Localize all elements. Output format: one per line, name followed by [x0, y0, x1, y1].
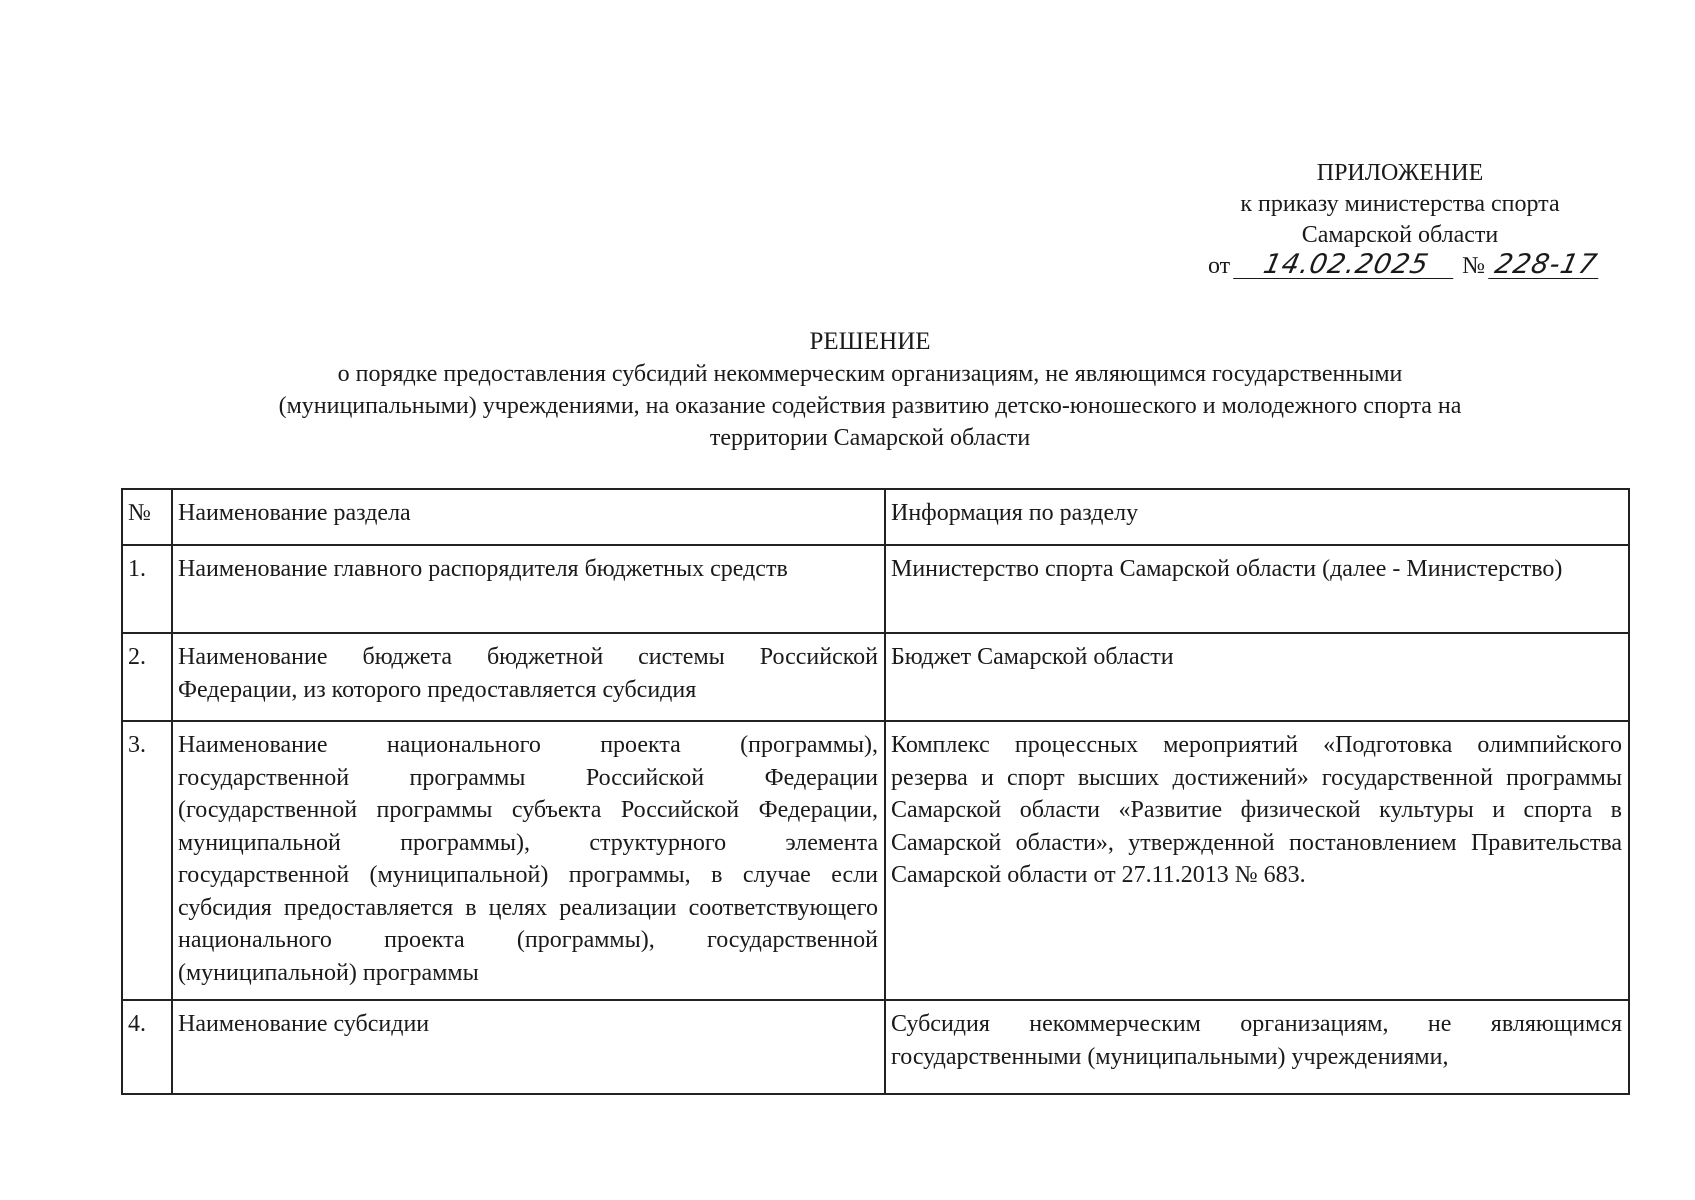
row-name: Наименование национального проекта (программы), государственной программы Российской Федерации (государственной программы субъекта Российской Федерации, муниципальной программы), структурного элемента государственной (муниципальной) программы, в случае если субсидия предоставляется в целях реализации соответствующего национального проекта (программы), государственной (муниципальной) программы	[172, 721, 885, 1000]
row-info: Бюджет Самарской области	[885, 633, 1629, 721]
appendix-date-number-line	[1180, 251, 1620, 282]
table-row	[122, 721, 1629, 1000]
row-num: 1.	[122, 545, 172, 633]
decision-subtitle-line-3: территории Самарской области	[709, 425, 1031, 451]
appendix-block	[1180, 158, 1620, 282]
decision-heading	[130, 326, 1610, 454]
decision-subtitle-line-1: о порядке предоставления субсидий некоммерческим организациям, не являющимся государственными	[337, 361, 1403, 387]
number-sign: №	[1462, 253, 1486, 279]
table-row	[122, 633, 1629, 721]
header-name: Наименование раздела	[172, 489, 885, 545]
row-name: Наименование субсидии	[172, 1000, 885, 1094]
row-num: 2.	[122, 633, 172, 721]
from-label: от	[1208, 253, 1231, 279]
sections-table	[121, 488, 1630, 1095]
appendix-region: Самарской области	[1301, 222, 1499, 248]
handwritten-number: 228-17	[1488, 252, 1604, 279]
decision-title: РЕШЕНИЕ	[809, 328, 931, 355]
header-info: Информация по разделу	[885, 489, 1629, 545]
decision-subtitle-line-2: (муниципальными) учреждениями, на оказание содействия развитию детско-юношеского и молодежного спорта на	[278, 393, 1462, 419]
table-row	[122, 1000, 1629, 1094]
handwritten-date: 14.02.2025	[1233, 252, 1459, 279]
table-row	[122, 545, 1629, 633]
row-num: 4.	[122, 1000, 172, 1094]
header-num: №	[122, 489, 172, 545]
row-info: Министерство спорта Самарской области (далее - Министерство)	[885, 545, 1629, 633]
appendix-order-ref: к приказу министерства спорта	[1240, 191, 1560, 217]
table-header-row	[122, 489, 1629, 545]
appendix-title: ПРИЛОЖЕНИЕ	[1316, 160, 1484, 186]
row-name: Наименование главного распорядителя бюджетных средств	[172, 545, 885, 633]
row-name: Наименование бюджета бюджетной системы Российской Федерации, из которого предоставляется субсидия	[172, 633, 885, 721]
row-info: Субсидия некоммерческим организациям, не являющимся государственными (муниципальными) учреждениями,	[885, 1000, 1629, 1094]
row-info: Комплекс процессных мероприятий «Подготовка олимпийского резерва и спорт высших достижений» государственной программы Самарской области «Развитие физической культуры и спорта в Самарской области», утвержденной постановлением Правительства Самарской области от 27.11.2013 № 683.	[885, 721, 1629, 1000]
row-num: 3.	[122, 721, 172, 1000]
